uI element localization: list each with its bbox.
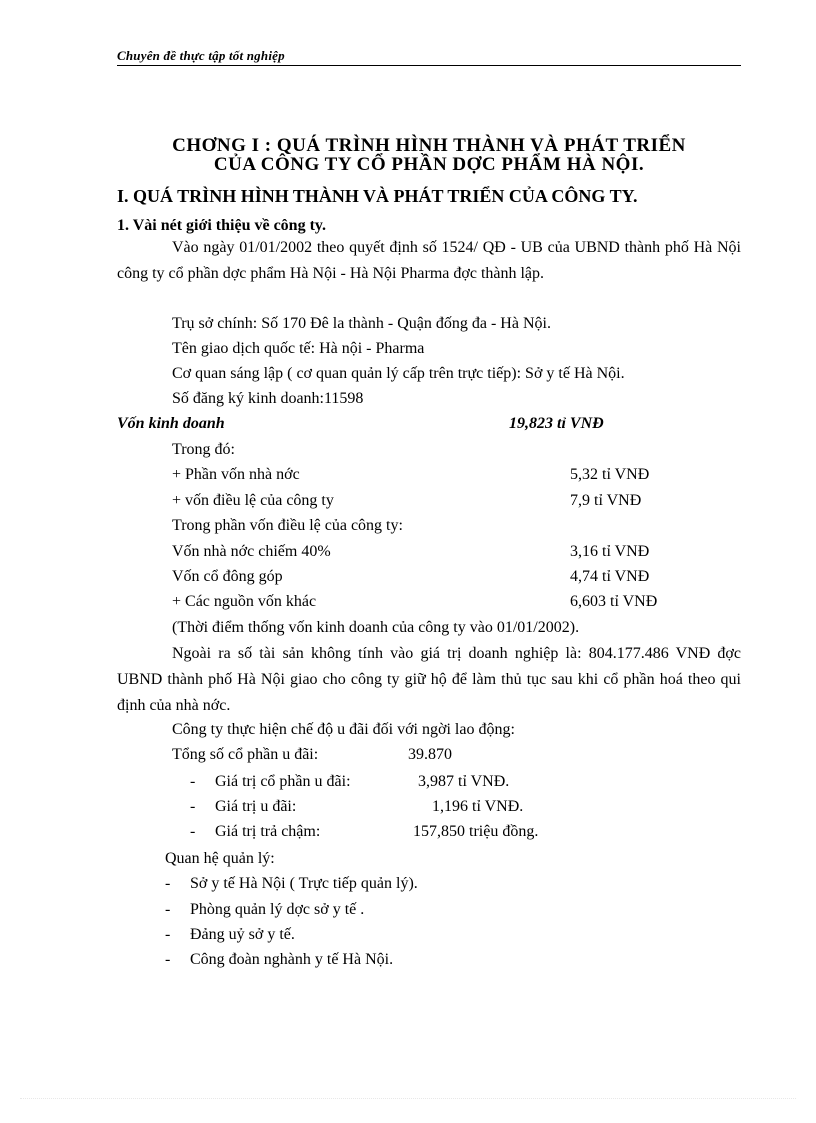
header-text: Chuyên đề thực tập tốt nghiệp	[117, 48, 285, 63]
charter-capital-label: + vốn điều lệ của công ty	[172, 492, 334, 509]
state-share-value: 3,16 tỉ VNĐ	[570, 543, 650, 560]
capital-timing-note: (Thời điểm thống vốn kinh doanh của công ty vào 01/01/2002).	[172, 619, 580, 636]
incentive-item-dash: -	[190, 773, 196, 790]
state-capital-label: + Phần vốn nhà nớc	[172, 466, 300, 483]
state-capital-value: 5,32 tỉ VNĐ	[570, 466, 650, 483]
chapter-title-line-1: CHƠNG I : QUÁ TRÌNH HÌNH THÀNH VÀ PHÁT TRIỂN	[172, 135, 686, 156]
management-item-dash: -	[165, 875, 171, 892]
registration-line: Số đăng ký kinh doanh:11598	[172, 390, 364, 407]
management-item-dash: -	[165, 901, 171, 918]
other-capital-label: + Các nguồn vốn khác	[172, 593, 317, 610]
section-title: I. QUÁ TRÌNH HÌNH THÀNH VÀ PHÁT TRIỂN CỦA CÔNG TY.	[117, 186, 638, 206]
chapter-title-line-2: CỦA CÔNG TY CỔ PHẦN DỢC PHẨM HÀ NỘI.	[213, 154, 645, 175]
incentive-item-label: Giá trị u đãi:	[215, 798, 297, 815]
incentive-item-value: 1,196 tỉ VNĐ.	[432, 798, 524, 815]
capital-label: Vốn kinh doanh	[117, 415, 225, 432]
management-item: Công đoàn nghành y tế Hà Nội.	[190, 951, 394, 968]
assets-paragraph: Ngoài ra số tài sản không tính vào giá trị doanh nghiệp là: 804.177.486 VNĐ đợc UBND thành phố Hà Nội giao cho công ty giữ hộ để làm thủ tục sau khi cổ phần hoá theo qui định của nhà nớc.	[117, 645, 741, 714]
of-which-line: Trong đó:	[172, 441, 235, 458]
incentive-total-value: 39.870	[408, 746, 452, 763]
management-item: Đảng uỷ sở y tế.	[190, 926, 295, 943]
charter-breakdown-line: Trong phần vốn điều lệ của công ty:	[172, 517, 403, 534]
incentive-total-label: Tổng số cổ phần u đãi:	[172, 746, 319, 763]
incentive-item-value: 157,850 triệu đồng.	[413, 823, 539, 840]
head-office-line: Trụ sở chính: Số 170 Đê la thành - Quận đống đa - Hà Nội.	[172, 315, 551, 332]
incentive-item-dash: -	[190, 798, 196, 815]
management-item: Phòng quản lý dợc sở y tế .	[190, 901, 365, 918]
capital-value: 19,823 tỉ VNĐ	[509, 415, 604, 432]
incentive-item-value: 3,987 tỉ VNĐ.	[418, 773, 510, 790]
incentive-item-label: Giá trị trả chậm:	[215, 823, 321, 840]
intro-paragraph: Vào ngày 01/01/2002 theo quyết định số 1524/ QĐ - UB của UBND thành phố Hà Nội công ty cổ phần dợc phẩm Hà Nội - Hà Nội Pharma đợc thành lập.	[117, 239, 741, 282]
shareholder-capital-value: 4,74 tỉ VNĐ	[570, 568, 650, 585]
state-share-label: Vốn nhà nớc chiếm 40%	[172, 543, 331, 560]
management-item-dash: -	[165, 951, 171, 968]
management-item: Sở y tế Hà Nội ( Trực tiếp quản lý).	[190, 875, 418, 892]
subsection-title: 1. Vài nét giới thiệu về công ty.	[117, 217, 327, 234]
charter-capital-value: 7,9 tỉ VNĐ	[570, 492, 642, 509]
page-header	[117, 47, 741, 66]
management-title: Quan hệ quản lý:	[165, 850, 275, 867]
incentive-intro: Công ty thực hiện chế độ u đãi đối với ngời lao động:	[172, 721, 515, 738]
founder-line: Cơ quan sáng lập ( cơ quan quản lý cấp trên trực tiếp): Sở y tế Hà Nội.	[172, 365, 625, 382]
page-bottom-divider	[20, 1098, 796, 1099]
other-capital-value: 6,603 tỉ VNĐ	[570, 593, 658, 610]
shareholder-capital-label: Vốn cổ đông góp	[172, 568, 283, 585]
intl-name-line: Tên giao dịch quốc tế: Hà nội - Pharma	[172, 340, 425, 357]
incentive-item-dash: -	[190, 823, 196, 840]
management-item-dash: -	[165, 926, 171, 943]
incentive-item-label: Giá trị cổ phần u đãi:	[215, 773, 351, 790]
